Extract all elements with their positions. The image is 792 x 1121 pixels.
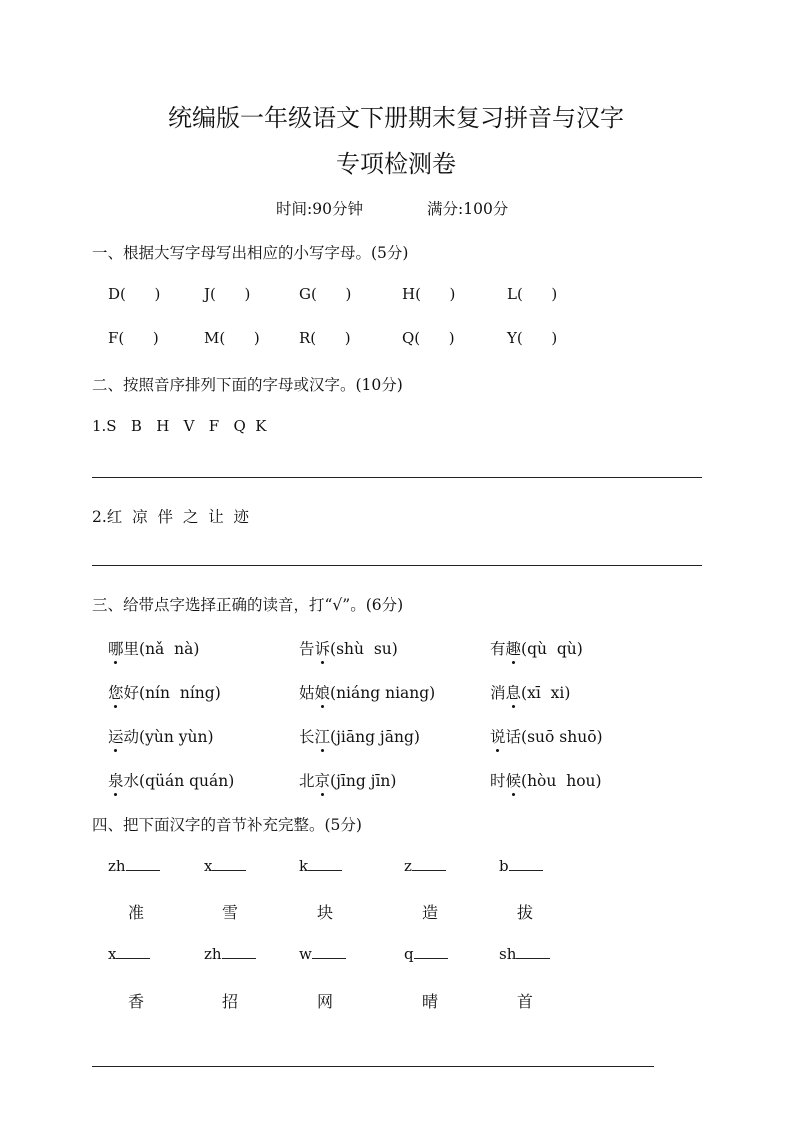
hanzi-char: 块 <box>317 903 334 922</box>
fill-blank[interactable] <box>126 858 160 871</box>
initial-letters: sh <box>499 945 517 963</box>
word-char: 江 <box>315 725 331 747</box>
hanzi-char: 网 <box>317 992 334 1011</box>
pinyin-options[interactable]: (jīng jīn) <box>330 772 397 790</box>
time-label: 时间:90分钟 <box>276 200 363 218</box>
section4-heading: 四、把下面汉字的音节补充完整。(5分) <box>92 816 362 834</box>
syllable-blank[interactable] <box>299 945 346 963</box>
pinyin-options[interactable]: (qüán quán) <box>139 772 235 790</box>
fill-blank[interactable] <box>509 858 543 871</box>
syllable-blank[interactable] <box>204 945 256 963</box>
reading-item[interactable] <box>299 725 420 747</box>
hanzi-char: 雪 <box>222 903 239 922</box>
section2-q2: 2.红 凉 伴 之 让 迹 <box>92 508 250 526</box>
answer-line-2[interactable] <box>92 565 702 566</box>
pinyin-options[interactable]: (suō shuō) <box>521 728 603 746</box>
letter-blank-row2-0[interactable]: F( ) <box>108 329 159 347</box>
pinyin-options[interactable]: (jiāng jāng) <box>330 728 420 746</box>
word-char: 息 <box>506 681 522 703</box>
hanzi-char: 香 <box>128 992 145 1011</box>
reading-item[interactable] <box>490 725 603 747</box>
word-char: 京 <box>315 769 331 791</box>
word-char: 时 <box>490 772 506 790</box>
fill-blank[interactable] <box>516 946 550 959</box>
initial-letters: zh <box>204 945 222 963</box>
reading-item[interactable] <box>299 637 398 659</box>
fill-blank[interactable] <box>312 946 346 959</box>
word-char: 北 <box>299 772 315 790</box>
hanzi-char: 造 <box>422 903 439 922</box>
letter-blank-row2-3[interactable]: Q( ) <box>402 329 455 347</box>
section1-heading: 一、根据大写字母写出相应的小写字母。(5分) <box>92 244 409 262</box>
score-label: 满分:100分 <box>427 200 509 218</box>
initial-letters: x <box>204 857 213 875</box>
word-char: 运 <box>108 725 124 747</box>
pinyin-options[interactable]: (qù qù) <box>521 640 583 658</box>
hanzi-char: 招 <box>222 992 239 1011</box>
section2-heading: 二、按照音序排列下面的字母或汉字。(10分) <box>92 376 403 394</box>
initial-letters: zh <box>108 857 126 875</box>
reading-item[interactable] <box>108 769 234 791</box>
pinyin-options[interactable]: (niáng niang) <box>330 684 436 702</box>
hanzi-char: 拔 <box>517 903 534 922</box>
pinyin-options[interactable]: (yùn yùn) <box>139 728 214 746</box>
reading-item[interactable] <box>490 637 583 659</box>
word-char: 告 <box>299 640 315 658</box>
fill-blank[interactable] <box>308 858 342 871</box>
letter-blank-row1-4[interactable]: L( ) <box>507 285 558 303</box>
letter-blank-row1-1[interactable]: J( ) <box>204 285 251 303</box>
letter-blank-row2-2[interactable]: R( ) <box>299 329 351 347</box>
bottom-rule <box>92 1066 654 1067</box>
word-char: 水 <box>123 772 140 790</box>
pinyin-options[interactable]: (xī xi) <box>521 684 571 702</box>
initial-letters: k <box>299 857 309 875</box>
pinyin-options[interactable]: (hòu hou) <box>521 772 602 790</box>
syllable-blank[interactable] <box>404 857 446 875</box>
fill-blank[interactable] <box>414 946 448 959</box>
pinyin-options[interactable]: (nín níng) <box>139 684 221 702</box>
initial-letters: b <box>499 857 509 875</box>
fill-blank[interactable] <box>212 858 246 871</box>
word-char: 您 <box>108 681 124 703</box>
reading-item[interactable] <box>108 681 221 703</box>
syllable-blank[interactable] <box>499 857 543 875</box>
syllable-blank[interactable] <box>404 945 448 963</box>
reading-item[interactable] <box>299 681 435 703</box>
initial-letters: w <box>299 945 312 963</box>
word-char: 娘 <box>315 681 331 703</box>
page-title: 统编版一年级语文下册期末复习拼音与汉字 <box>168 104 624 132</box>
word-char: 有 <box>490 640 506 658</box>
fill-blank[interactable] <box>116 946 150 959</box>
word-char: 里 <box>123 640 140 658</box>
initial-letters: z <box>404 857 412 875</box>
letter-blank-row1-3[interactable]: H( ) <box>402 285 456 303</box>
reading-item[interactable] <box>108 637 199 659</box>
hanzi-char: 晴 <box>422 992 439 1011</box>
syllable-blank[interactable] <box>108 945 150 963</box>
letter-blank-row2-1[interactable]: M( ) <box>204 329 260 347</box>
syllable-blank[interactable] <box>204 857 246 875</box>
word-char: 话 <box>505 728 522 746</box>
reading-item[interactable] <box>108 725 214 747</box>
fill-blank[interactable] <box>222 946 256 959</box>
section2-q1: 1.S B H V F Q K <box>92 417 267 435</box>
letter-blank-row2-4[interactable]: Y( ) <box>507 329 558 347</box>
reading-item[interactable] <box>490 769 602 791</box>
initial-letters: x <box>108 945 117 963</box>
word-char: 候 <box>506 769 522 791</box>
answer-line-1[interactable] <box>92 477 702 478</box>
reading-item[interactable] <box>490 681 570 703</box>
section3-heading: 三、给带点字选择正确的读音，打“√”。(6分) <box>92 596 404 614</box>
word-char: 泉 <box>108 769 124 791</box>
hanzi-char: 首 <box>517 992 534 1011</box>
syllable-blank[interactable] <box>299 857 342 875</box>
page-subtitle: 专项检测卷 <box>336 150 456 178</box>
word-char: 消 <box>490 684 506 702</box>
fill-blank[interactable] <box>412 858 446 871</box>
word-char: 说 <box>490 725 506 747</box>
word-char: 动 <box>123 728 140 746</box>
initial-letters: q <box>404 945 414 963</box>
section1-row2 <box>108 329 728 349</box>
pinyin-options[interactable]: (nǎ nà) <box>139 640 200 658</box>
word-char: 哪 <box>108 637 124 659</box>
word-char: 姑 <box>299 684 315 702</box>
syllable-blank[interactable] <box>108 857 160 875</box>
letter-blank-row1-0[interactable]: D( ) <box>108 285 161 303</box>
word-char: 诉 <box>315 637 331 659</box>
word-char: 长 <box>299 728 315 746</box>
section1-row1 <box>108 285 728 305</box>
word-char: 趣 <box>506 637 522 659</box>
word-char: 好 <box>123 684 140 702</box>
hanzi-char: 准 <box>128 903 145 922</box>
syllable-blank[interactable] <box>499 945 550 963</box>
letter-blank-row1-2[interactable]: G( ) <box>299 285 352 303</box>
reading-item[interactable] <box>299 769 396 791</box>
pinyin-options[interactable]: (shù su) <box>330 640 398 658</box>
